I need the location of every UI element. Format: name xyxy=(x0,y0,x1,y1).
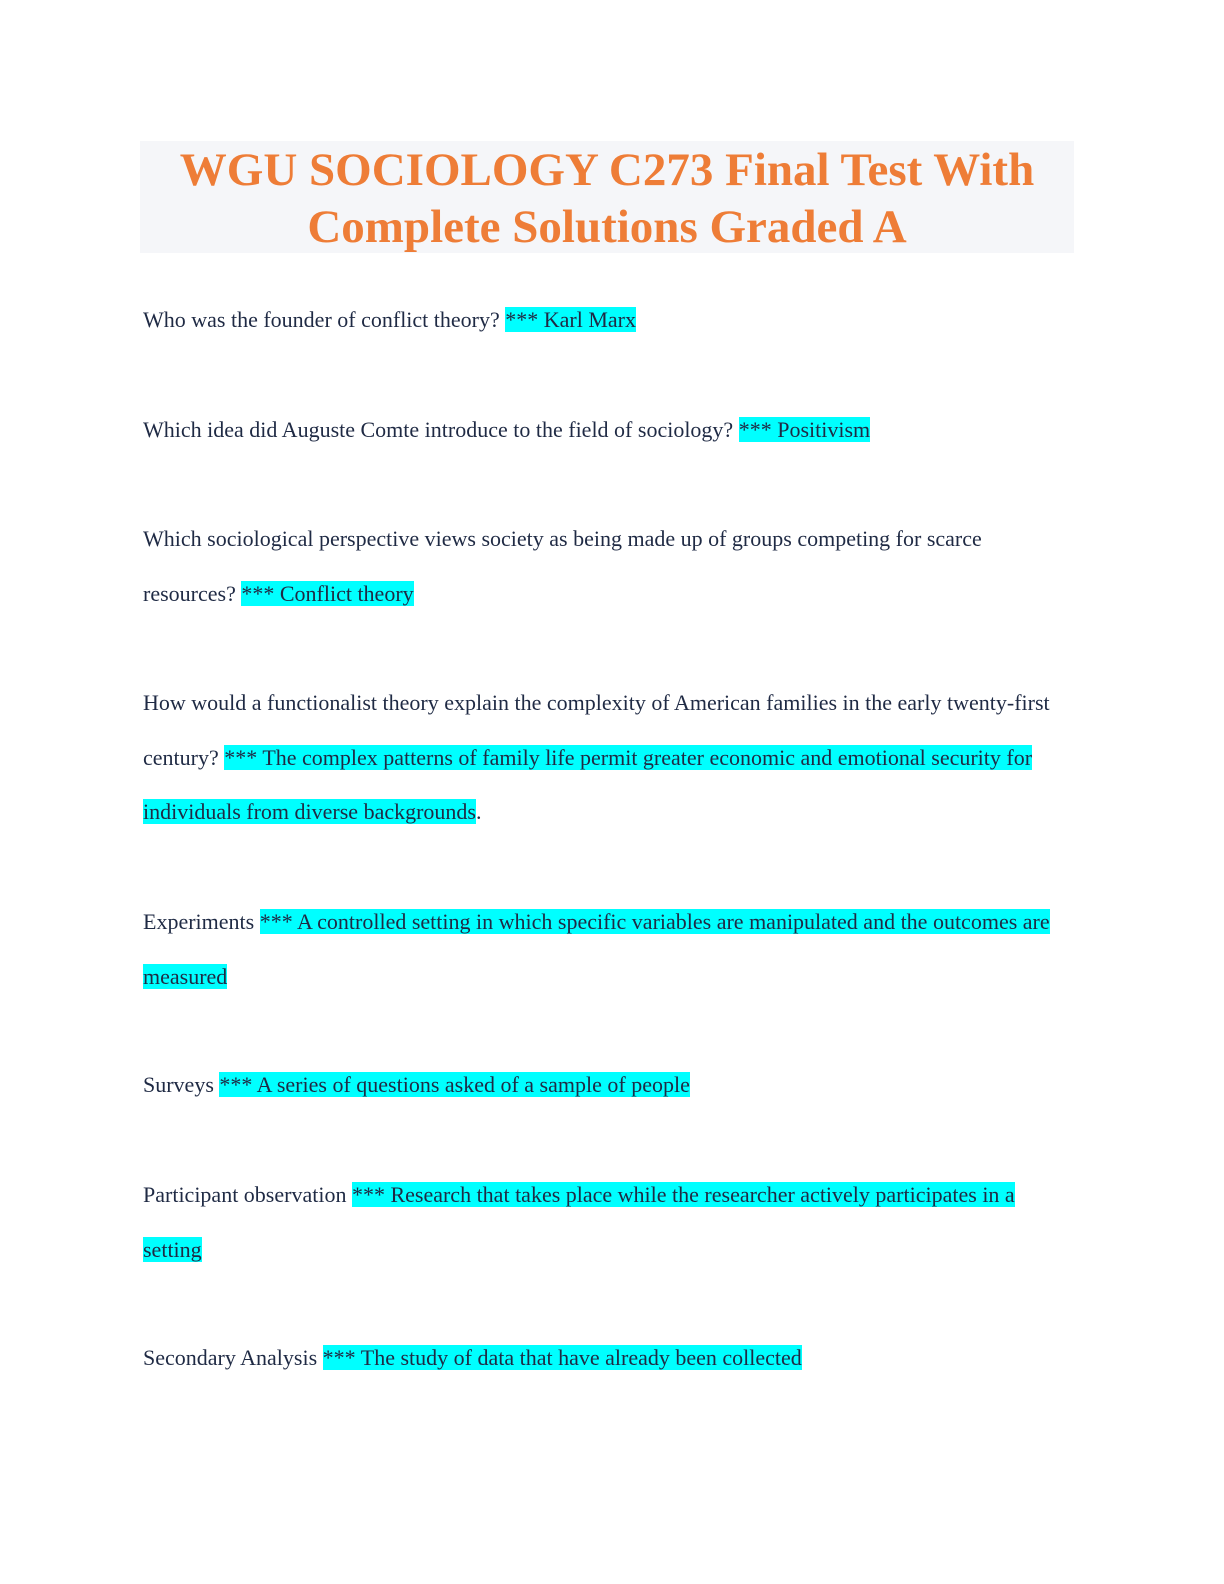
qa-item xyxy=(143,1331,1078,1386)
qa-item xyxy=(143,676,1078,840)
answer-highlight: *** The complex patterns of family life permit greater economic and emotional security for individuals from diverse backgrounds xyxy=(143,744,1033,824)
answer-suffix: . xyxy=(476,799,482,824)
question-text: Who was the founder of conflict theory? xyxy=(143,307,500,332)
title-block xyxy=(140,141,1074,253)
answer-highlight: *** Positivism xyxy=(738,417,871,442)
qa-item xyxy=(143,1058,1078,1113)
qa-item xyxy=(143,895,1078,1004)
qa-item xyxy=(143,512,1078,621)
question-text: How would a functionalist theory explain the complexity of American families in the early twenty-first century? xyxy=(143,690,1050,770)
qa-item xyxy=(143,293,1078,348)
question-text: Which sociological perspective views society as being made up of groups competing for scarce resources? xyxy=(143,526,982,606)
answer-highlight: *** Conflict theory xyxy=(241,580,414,606)
question-text: Experiments xyxy=(143,909,255,934)
qa-item xyxy=(143,1168,1078,1277)
title-line-2: Complete Solutions Graded A xyxy=(307,201,907,253)
qa-item xyxy=(143,403,1078,458)
answer-highlight: *** Research that takes place while the researcher actively participates in a setting xyxy=(143,1182,1015,1262)
title-line-1: WGU SOCIOLOGY C273 Final Test With xyxy=(179,144,1035,196)
question-text: Which idea did Auguste Comte introduce to the field of sociology? xyxy=(143,417,734,442)
answer-highlight: *** Karl Marx xyxy=(505,307,637,332)
answer-highlight: *** A controlled setting in which specific variables are manipulated and the outcomes are measured xyxy=(143,909,1050,989)
answer-highlight: *** The study of data that have already been collected xyxy=(322,1345,802,1370)
question-text: Surveys xyxy=(143,1072,214,1097)
answer-highlight: *** A series of questions asked of a sample of people xyxy=(219,1072,690,1097)
question-text: Secondary Analysis xyxy=(143,1345,318,1370)
question-text: Participant observation xyxy=(143,1182,347,1207)
